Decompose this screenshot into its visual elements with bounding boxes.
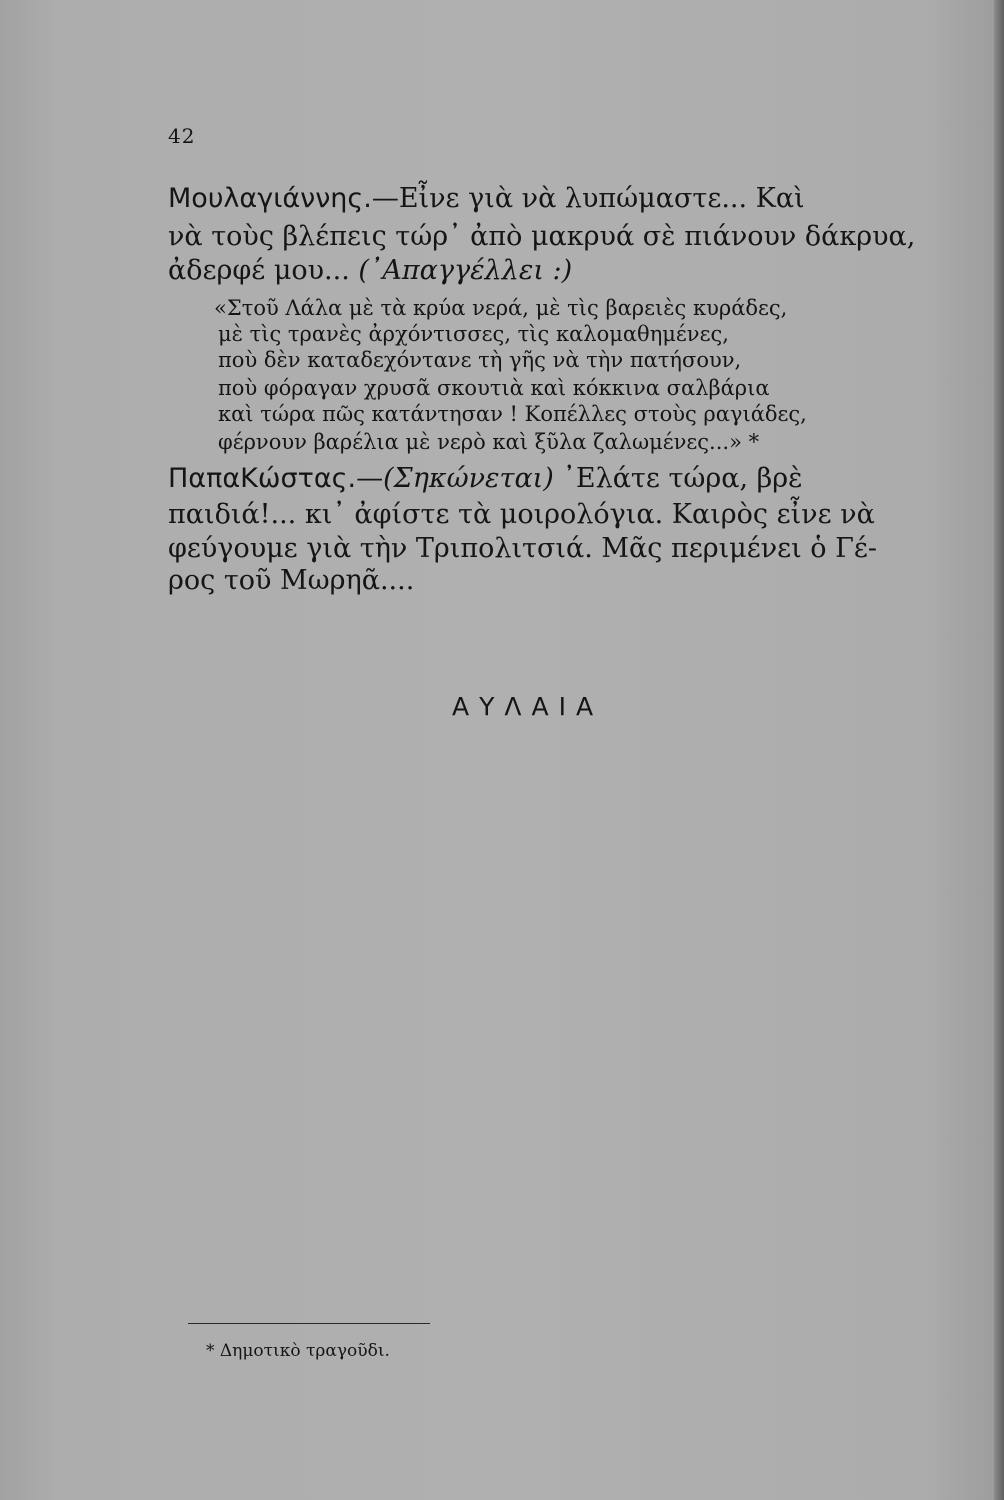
page-edge-shadow <box>994 0 1004 1500</box>
footnote: * Δημοτικὸ τραγοῦδι. <box>206 1341 390 1361</box>
dialogue-line <box>168 184 805 214</box>
dialogue-line: ρος τοῦ Μωρηᾶ.... <box>168 565 415 596</box>
poem-verse: ποὺ φόραγαν χρυσᾶ σκουτιὰ καὶ κόκκινα σαλβάρια <box>218 376 770 400</box>
dialogue-line: παιδιά!... κι᾿ ἀφίστε τὰ μοιρολόγια. Καιρὸς εἶνε νὰ <box>168 499 875 530</box>
dialogue-line <box>168 464 803 494</box>
dialogue-line: φεύγουμε γιὰ τὴν Τριπολιτσιά. Μᾶς περιμένει ὁ Γέ- <box>168 533 877 564</box>
dialogue-text: ἀδερφέ μου... <box>168 255 359 286</box>
dialogue-line <box>168 256 572 286</box>
poem-verse: ποὺ δὲν καταδεχόντανε τὴ γῆς νὰ τὴν πατήσουν, <box>218 348 742 372</box>
dialogue-line: νὰ τοὺς βλέπεις τώρ᾿ ἀπὸ μακρυά σὲ πιάνουν δάκρυα, <box>168 221 916 252</box>
dialogue-text: —Εἶνε γιὰ νὰ λυπώμαστε... Καὶ <box>371 183 805 214</box>
stage-direction: (Σηκώνεται) <box>383 463 554 494</box>
page-number: 42 <box>168 124 196 148</box>
dialogue-text: ᾿Ελάτε τώρα, βρὲ <box>553 463 803 494</box>
poem-verse: καὶ τώρα πῶς κατάντησαν ! Κοπέλλες στοὺς ραγιάδες, <box>218 402 807 426</box>
stage-direction: (᾿Απαγγέλλει :) <box>358 255 573 286</box>
poem-verse: φέρνουν βαρέλια μὲ νερὸ καὶ ξῦλα ζαλωμένες...» * <box>218 430 760 454</box>
speaker-name: ΠαπαΚώστας. <box>168 463 357 494</box>
dialogue-dash: — <box>356 463 384 494</box>
speaker-name: Μουλαγιάννης. <box>168 183 372 214</box>
footnote-divider <box>188 1323 430 1324</box>
curtain-heading: ΑΥΛΑΙΑ <box>452 692 604 721</box>
poem-verse: μὲ τὶς τρανὲς ἀρχόντισσες, τὶς καλομαθημένες, <box>218 322 729 346</box>
poem-verse: «Στοῦ Λάλα μὲ τὰ κρύα νερά, μὲ τὶς βαρειὲς κυράδες, <box>214 296 788 320</box>
